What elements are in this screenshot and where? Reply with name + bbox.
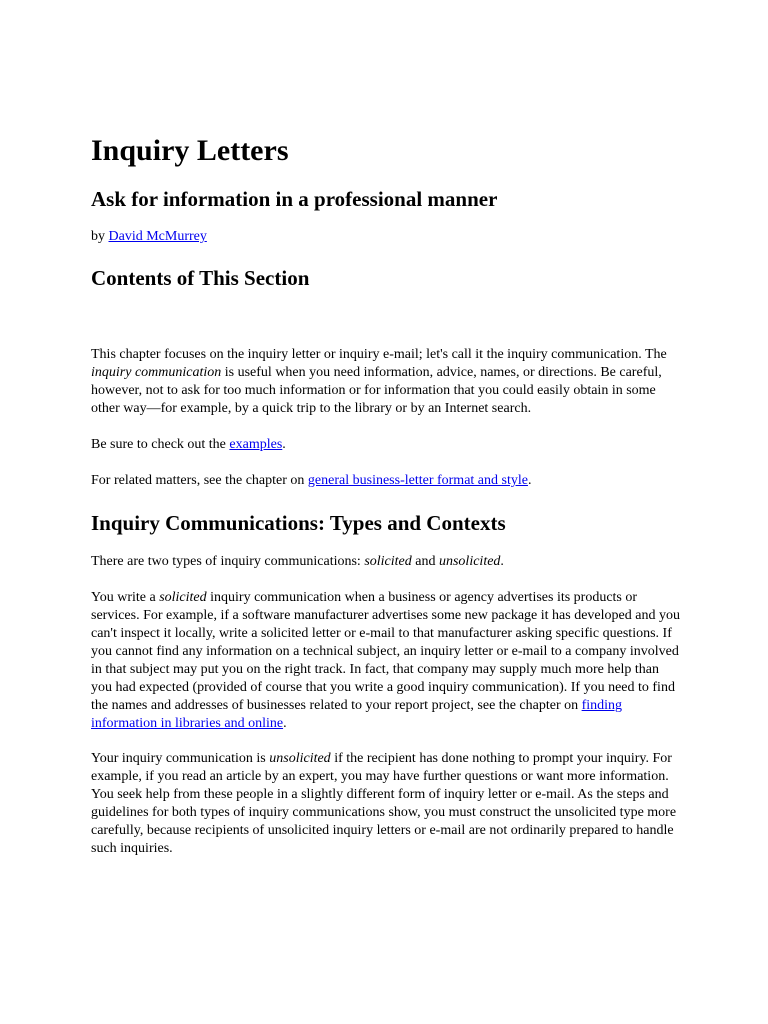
- intro-paragraph: [91, 346, 681, 418]
- author-link[interactable]: David McMurrey: [108, 229, 207, 244]
- intro-text-1: This chapter focuses on the inquiry letter or inquiry e-mail; let's call it the inquiry communication. The: [91, 347, 667, 362]
- two-types-prefix: There are two types of inquiry communications:: [91, 554, 365, 569]
- solicited-body: inquiry communication when a business or agency advertises its products or services. For example, if a software manufacturer advertises some new package it has developed and you can't inspect it locally, write a solicited letter or e-mail to that manufacturer asking specific questions. If you cannot find any information on a technical subject, an inquiry letter or e-mail to a company involved in that subject may put you on the right track. In fact, that company may supply much more help than you had expected (provided of course that you write a good inquiry communication). If you need to find the names and addresses of businesses related to your report project, see the chapter on: [91, 590, 680, 713]
- unsolicited-emphasis: unsolicited: [269, 751, 331, 766]
- related-suffix: .: [527, 473, 532, 488]
- examples-link[interactable]: examples: [229, 437, 283, 452]
- unsolicited-term: unsolicited: [438, 554, 501, 569]
- two-types-suffix: .: [500, 554, 504, 569]
- document-page: [91, 133, 681, 858]
- solicited-suffix: .: [283, 716, 287, 731]
- related-prefix: For related matters, see the chapter on: [91, 473, 308, 488]
- solicited-paragraph: [91, 589, 681, 733]
- related-paragraph: [91, 472, 681, 490]
- page-title: Inquiry Letters: [91, 134, 289, 167]
- examples-prefix: Be sure to check out the: [91, 437, 230, 452]
- finding-information-link[interactable]: finding information in libraries and online: [91, 698, 623, 731]
- page-subtitle: Ask for information in a professional manner: [91, 187, 498, 211]
- contents-heading: Contents of This Section: [91, 266, 310, 290]
- intro-emphasis: inquiry communication: [91, 365, 222, 380]
- byline: [91, 228, 681, 246]
- solicited-term: solicited: [364, 554, 412, 569]
- examples-suffix: .: [282, 437, 286, 452]
- intro-text-2: is useful when you need information, advice, names, or directions. Be careful, however, not to ask for too much information or for information that you could easily obtain in some other way—for example, by a quick trip to the library or by an Internet search.: [91, 365, 662, 416]
- unsolicited-paragraph: [91, 750, 681, 858]
- two-types-mid: and: [411, 554, 439, 569]
- unsolicited-body: if the recipient has done nothing to prompt your inquiry. For example, if you read an article by an expert, you may have further questions or want more information. You seek help from these people in a slightly different form of inquiry letter or e-mail. As the steps and guidelines for both types of inquiry communications show, you must construct the unsolicited type more carefully, because recipients of unsolicited inquiry letters or e-mail are not ordinarily prepared to handle such inquiries.: [91, 751, 677, 856]
- solicited-emphasis: solicited: [159, 590, 207, 605]
- types-heading: Inquiry Communications: Types and Contexts: [91, 511, 506, 535]
- solicited-prefix: You write a: [91, 590, 160, 605]
- unsolicited-prefix: Your inquiry communication is: [91, 751, 270, 766]
- business-letter-format-link[interactable]: general business-letter format and style: [307, 473, 528, 488]
- two-types-paragraph: [91, 553, 681, 571]
- examples-paragraph: [91, 436, 681, 454]
- byline-prefix: by: [91, 229, 109, 244]
